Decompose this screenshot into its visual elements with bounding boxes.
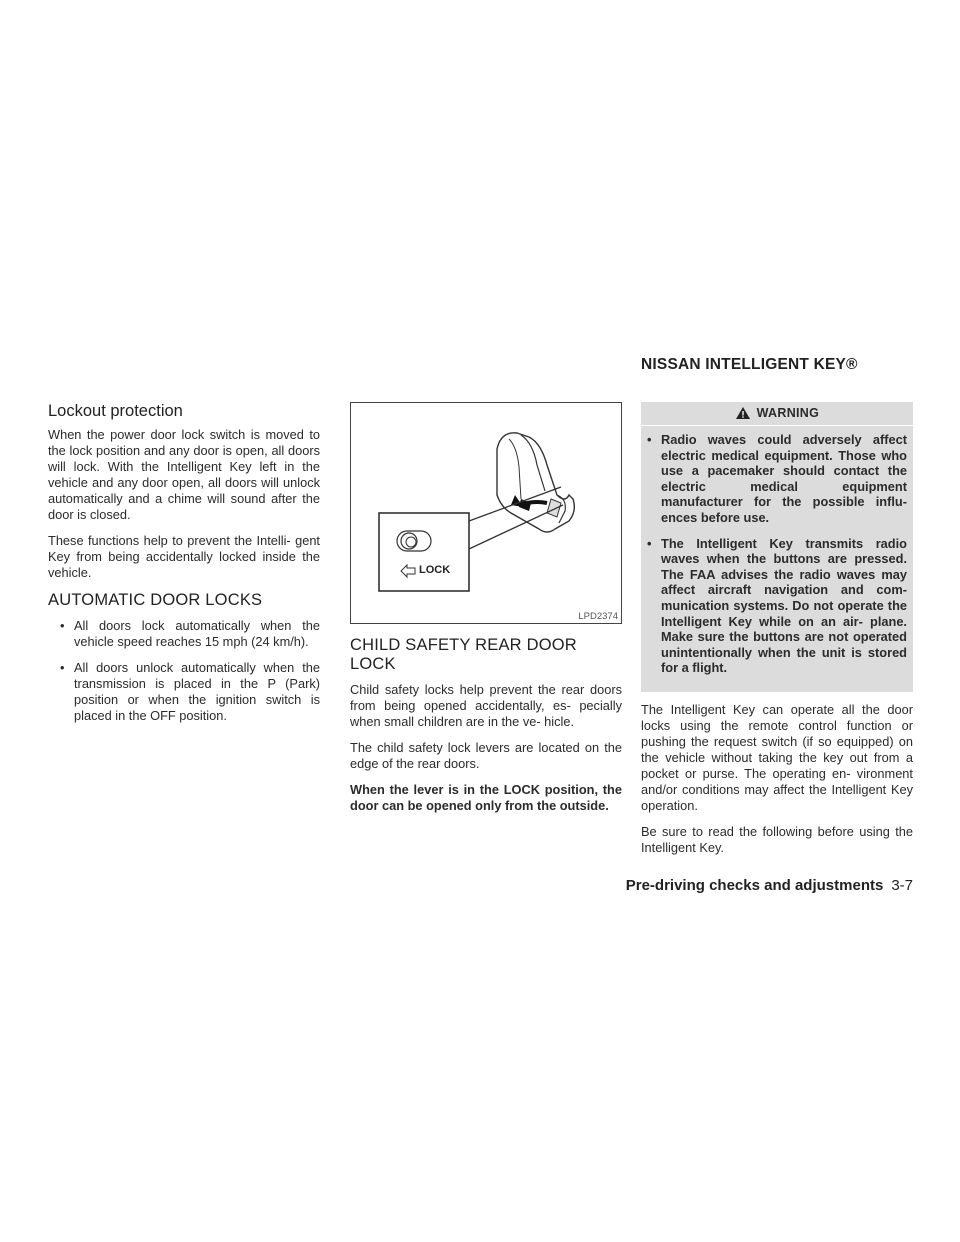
column-left <box>48 402 320 734</box>
page-footer <box>626 877 913 894</box>
list-item: • All doors unlock automatically when the transmission is placed in the P (Park) position or when the ignition switch is placed in the OFF position. <box>54 660 320 724</box>
intelligent-key-paragraph-2: Be sure to read the following before using the Intelligent Key. <box>641 823 913 855</box>
automatic-door-locks-heading: AUTOMATIC DOOR LOCKS <box>48 591 263 609</box>
lock-label: LOCK <box>419 564 451 576</box>
warning-header <box>641 402 913 426</box>
column-right <box>641 402 913 866</box>
footer-chapter: Pre-driving checks and adjustments <box>625 877 884 894</box>
child-safety-paragraph-1: Child safety locks help prevent the rear doors from being opened accidentally, es- pecially when small children are in the ve- hicle. <box>350 682 622 729</box>
section-title: NISSAN INTELLIGENT KEY® <box>641 356 858 373</box>
lockout-paragraph-1: When the power door lock switch is moved to the lock position and any door is open, all doors will lock. With the Intelligent Key left in the vehicle and any door open, all doors will unlock automatically and a chime will sound after the door is closed. <box>48 427 320 522</box>
warning-item: • Radio waves could adversely affect electric medical equipment. Those who use a pacemaker should contact the electric medical equipment manufacturer for the possible influ- ences before use. <box>645 432 907 526</box>
warning-title: WARNING <box>756 406 820 420</box>
child-lock-illustration <box>350 402 622 624</box>
child-safety-paragraph-2: The child safety lock levers are located on the edge of the rear doors. <box>350 740 622 771</box>
intelligent-key-paragraph-1: The Intelligent Key can operate all the door locks using the remote control function or pushing the request switch (if so equipped) on the vehicle without taking the key out from a pocket or purse. The operating en- vironment and/or conditions may affect the Intelligent Key operation. <box>641 701 913 813</box>
door-edge-drawing <box>351 403 621 623</box>
automatic-door-locks-list <box>48 618 320 724</box>
list-item: • All doors lock automatically when the vehicle speed reaches 15 mph (24 km/h). <box>54 618 320 650</box>
warning-list <box>641 426 913 676</box>
child-safety-paragraph-3: When the lever is in the LOCK position, the door can be opened only from the outside. <box>350 782 622 813</box>
lockout-paragraph-2: These functions help to prevent the Intelli- gent Key from being accidentally locked inside the vehicle. <box>48 533 320 580</box>
warning-triangle-icon <box>735 406 751 420</box>
warning-box <box>641 402 913 692</box>
lockout-heading: Lockout protection <box>48 402 183 420</box>
column-middle <box>350 402 622 824</box>
child-safety-heading: CHILD SAFETY REAR DOOR LOCK <box>350 636 577 673</box>
figure-id: LPD2374 <box>578 611 618 622</box>
page-number: 3-7 <box>891 877 913 894</box>
warning-item: • The Intelligent Key transmits radio waves when the buttons are pressed. The FAA advises the radio waves may affect aircraft navigation and com- munication systems. Do not operate the Intelligent Key while on an air- plane. Make sure the buttons are not operated unintentionally when the unit is stored for a flight. <box>645 536 907 676</box>
